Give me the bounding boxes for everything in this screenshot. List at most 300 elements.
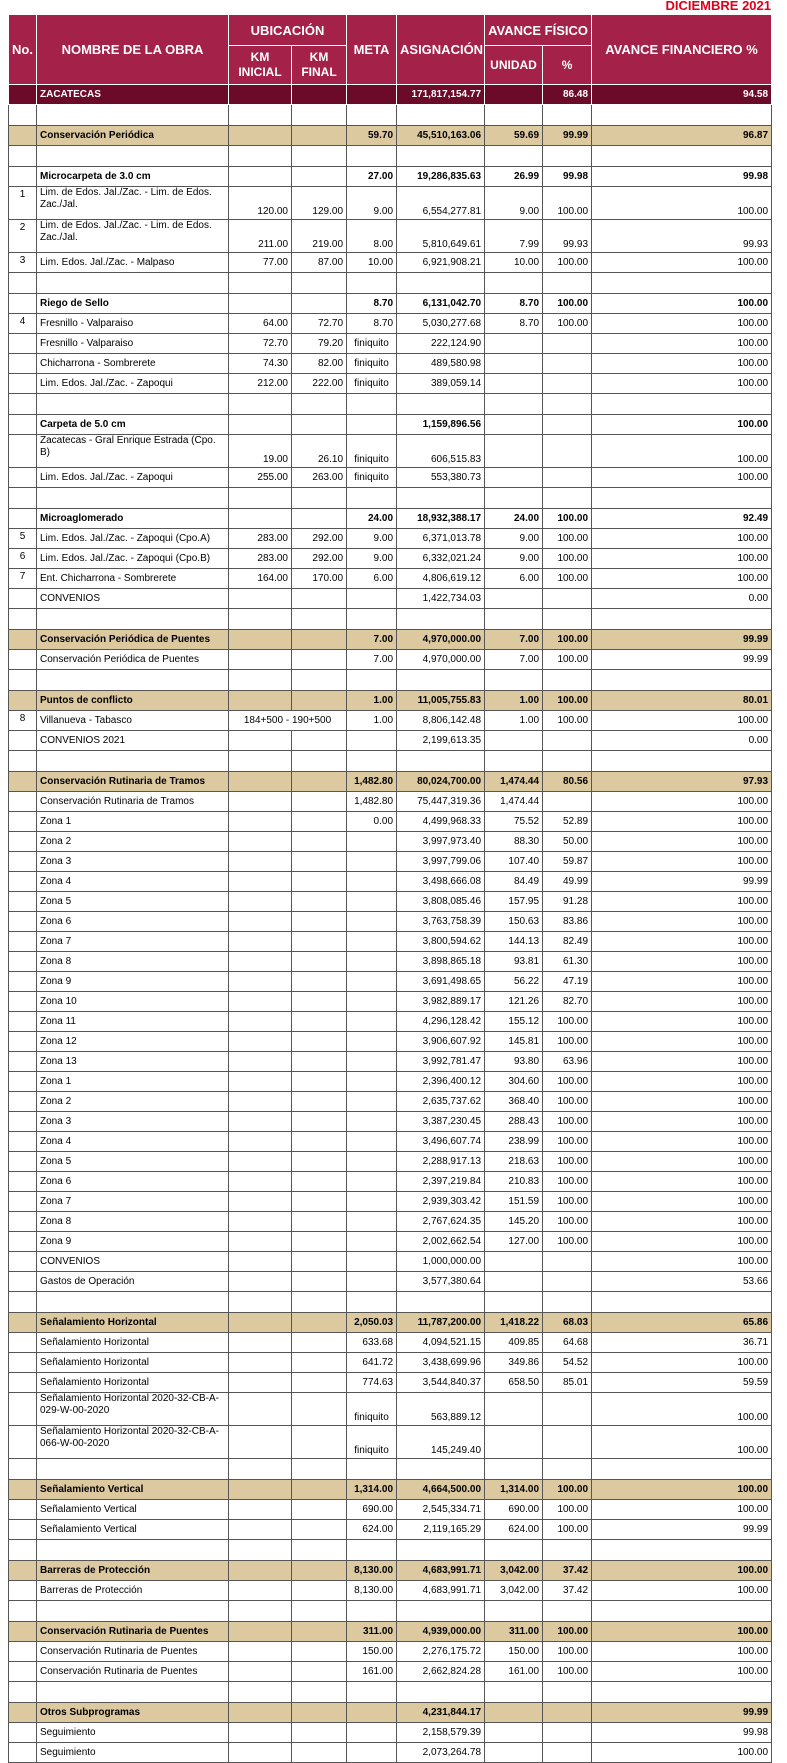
subcategory-row xyxy=(9,509,772,529)
cell-no xyxy=(9,1353,37,1373)
state-total-row xyxy=(9,85,772,105)
cell-asignacion: 1,159,896.56 xyxy=(397,415,485,435)
cell-pct xyxy=(543,1703,592,1723)
cell-avance-financiero: 99.99 xyxy=(592,1520,772,1540)
cell-km-inicial xyxy=(229,1480,292,1500)
cell-km-final xyxy=(292,1393,347,1426)
cell-unidad: 121.26 xyxy=(485,992,543,1012)
cell-pct: 100.00 xyxy=(543,1480,592,1500)
spacer-row xyxy=(9,751,772,772)
cell-nombre xyxy=(37,751,229,772)
cell-pct: 100.00 xyxy=(543,630,592,650)
cell-no xyxy=(9,972,37,992)
cell-meta xyxy=(347,832,397,852)
cell-nombre: Microcarpeta de 3.0 cm xyxy=(37,167,229,187)
table-row xyxy=(9,872,772,892)
cell-nombre xyxy=(37,146,229,167)
cell-avance-financiero: 36.71 xyxy=(592,1333,772,1353)
category-row xyxy=(9,1480,772,1500)
cell-no xyxy=(9,1172,37,1192)
cell-no xyxy=(9,1092,37,1112)
header-nombre: NOMBRE DE LA OBRA xyxy=(37,15,229,85)
table-row xyxy=(9,932,772,952)
table-row xyxy=(9,334,772,354)
cell-asignacion xyxy=(397,1292,485,1313)
cell-nombre: Señalamiento Horizontal 2020-32-CB-A-066-W-00-2020 xyxy=(37,1426,229,1459)
cell-km-inicial xyxy=(229,1662,292,1682)
cell-km-final xyxy=(292,872,347,892)
cell-avance-financiero: 100.00 xyxy=(592,1561,772,1581)
cell-asignacion: 3,387,230.45 xyxy=(397,1112,485,1132)
cell-km-final xyxy=(292,1172,347,1192)
header-pct: % xyxy=(543,46,592,85)
cell-km-inicial xyxy=(229,105,292,126)
cell-nombre: Zona 10 xyxy=(37,992,229,1012)
cell-nombre: Fresnillo - Valparaiso xyxy=(37,314,229,334)
cell-avance-financiero: 100.00 xyxy=(592,314,772,334)
cell-km-inicial xyxy=(229,630,292,650)
cell-no xyxy=(9,1622,37,1642)
cell-nombre: Señalamiento Horizontal xyxy=(37,1353,229,1373)
cell-nombre: CONVENIOS 2021 xyxy=(37,731,229,751)
cell-nombre: Zona 3 xyxy=(37,1112,229,1132)
cell-nombre xyxy=(37,1601,229,1622)
cell-km-final xyxy=(292,1480,347,1500)
cell-nombre: Señalamiento Horizontal xyxy=(37,1313,229,1333)
cell-nombre: Barreras de Protección xyxy=(37,1581,229,1601)
cell-avance-financiero: 100.00 xyxy=(592,912,772,932)
cell-nombre: Señalamiento Vertical xyxy=(37,1480,229,1500)
cell-unidad xyxy=(485,1272,543,1292)
cell-pct xyxy=(543,334,592,354)
cell-unidad: 145.81 xyxy=(485,1032,543,1052)
cell-pct: 82.49 xyxy=(543,932,592,952)
cell-no xyxy=(9,892,37,912)
cell-no xyxy=(9,772,37,792)
cell-km-inicial xyxy=(229,1072,292,1092)
cell-pct: 59.87 xyxy=(543,852,592,872)
cell-pct xyxy=(543,394,592,415)
cell-km-inicial xyxy=(229,1152,292,1172)
cell-km-inicial: 72.70 xyxy=(229,334,292,354)
cell-nombre: Conservación Periódica xyxy=(37,126,229,146)
cell-km-final xyxy=(292,1662,347,1682)
cell-km-final xyxy=(292,1601,347,1622)
cell-asignacion: 18,932,388.17 xyxy=(397,509,485,529)
cell-no xyxy=(9,952,37,972)
cell-pct: 100.00 xyxy=(543,1032,592,1052)
cell-meta: 624.00 xyxy=(347,1520,397,1540)
cell-km-final xyxy=(292,1642,347,1662)
cell-km-inicial xyxy=(229,1092,292,1112)
table-row xyxy=(9,253,772,273)
cell-km-inicial xyxy=(229,509,292,529)
cell-km-final xyxy=(292,630,347,650)
cell-asignacion: 4,683,991.71 xyxy=(397,1581,485,1601)
cell-no xyxy=(9,992,37,1012)
cell-km-final xyxy=(292,1012,347,1032)
cell-pct: 100.00 xyxy=(543,1012,592,1032)
cell-km-final xyxy=(292,1212,347,1232)
table-row xyxy=(9,731,772,751)
cell-avance-financiero: 99.99 xyxy=(592,1703,772,1723)
cell-unidad xyxy=(485,1393,543,1426)
cell-unidad xyxy=(485,273,543,294)
cell-avance-financiero xyxy=(592,105,772,126)
cell-meta xyxy=(347,1212,397,1232)
cell-asignacion: 4,939,000.00 xyxy=(397,1622,485,1642)
spacer-row xyxy=(9,1682,772,1703)
cell-asignacion: 2,276,175.72 xyxy=(397,1642,485,1662)
cell-nombre: Ent. Chicharrona - Sombrerete xyxy=(37,569,229,589)
cell-no xyxy=(9,589,37,609)
cell-nombre: Zona 4 xyxy=(37,1132,229,1152)
subcategory-row xyxy=(9,294,772,314)
cell-unidad: 368.40 xyxy=(485,1092,543,1112)
cell-km-inicial xyxy=(229,1373,292,1393)
cell-no xyxy=(9,488,37,509)
cell-no xyxy=(9,1393,37,1426)
cell-nombre: Conservación Rutinaria de Puentes xyxy=(37,1662,229,1682)
cell-nombre: ZACATECAS xyxy=(37,85,229,105)
cell-asignacion: 489,580.98 xyxy=(397,354,485,374)
cell-avance-financiero: 100.00 xyxy=(592,1480,772,1500)
subcategory-row xyxy=(9,167,772,187)
cell-meta xyxy=(347,1272,397,1292)
cell-avance-financiero: 96.87 xyxy=(592,126,772,146)
cell-pct: 83.86 xyxy=(543,912,592,932)
cell-nombre: Lim. Edos. Jal./Zac. - Zapoqui (Cpo.B) xyxy=(37,549,229,569)
cell-unidad: 161.00 xyxy=(485,1662,543,1682)
cell-avance-financiero: 100.00 xyxy=(592,1393,772,1426)
cell-avance-financiero: 100.00 xyxy=(592,1152,772,1172)
cell-nombre: Zona 1 xyxy=(37,812,229,832)
cell-km-final xyxy=(292,126,347,146)
cell-meta xyxy=(347,1032,397,1052)
cell-unidad: 145.20 xyxy=(485,1212,543,1232)
cell-pct: 100.00 xyxy=(543,1642,592,1662)
cell-unidad: 56.22 xyxy=(485,972,543,992)
cell-nombre: Zona 4 xyxy=(37,872,229,892)
cell-nombre: Otros Subprogramas xyxy=(37,1703,229,1723)
cell-pct: 100.00 xyxy=(543,1192,592,1212)
cell-pct: 100.00 xyxy=(543,1622,592,1642)
cell-km-inicial xyxy=(229,872,292,892)
cell-km-inicial xyxy=(229,1723,292,1743)
cell-meta: 8.00 xyxy=(347,220,397,253)
cell-asignacion: 1,000,000.00 xyxy=(397,1252,485,1272)
cell-avance-financiero: 99.99 xyxy=(592,872,772,892)
cell-meta xyxy=(347,273,397,294)
cell-nombre: Conservación Rutinaria de Tramos xyxy=(37,772,229,792)
cell-asignacion xyxy=(397,751,485,772)
cell-unidad: 144.13 xyxy=(485,932,543,952)
cell-km-final xyxy=(292,1703,347,1723)
cell-pct xyxy=(543,751,592,772)
cell-km-final xyxy=(292,1313,347,1333)
cell-nombre: Lim. Edos. Jal./Zac. - Zapoqui xyxy=(37,468,229,488)
table-row xyxy=(9,1520,772,1540)
cell-nombre: Zona 3 xyxy=(37,852,229,872)
cell-nombre: Villanueva - Tabasco xyxy=(37,711,229,731)
cell-km-final: 79.20 xyxy=(292,334,347,354)
cell-no: 5 xyxy=(9,529,37,549)
table-row xyxy=(9,1252,772,1272)
cell-km-final xyxy=(292,105,347,126)
header-km-inicial: KM INICIAL xyxy=(229,46,292,85)
cell-unidad xyxy=(485,354,543,374)
cell-avance-financiero: 99.99 xyxy=(592,650,772,670)
cell-meta xyxy=(347,852,397,872)
cell-km-inicial xyxy=(229,1426,292,1459)
table-row xyxy=(9,1112,772,1132)
cell-km-final xyxy=(292,1353,347,1373)
cell-asignacion: 3,992,781.47 xyxy=(397,1052,485,1072)
cell-km-final xyxy=(292,1272,347,1292)
cell-avance-financiero xyxy=(592,1601,772,1622)
cell-km-final: 26.10 xyxy=(292,435,347,468)
cell-pct xyxy=(543,792,592,812)
cell-pct xyxy=(543,1272,592,1292)
cell-pct: 100.00 xyxy=(543,1232,592,1252)
cell-unidad: 26.99 xyxy=(485,167,543,187)
cell-no xyxy=(9,1426,37,1459)
cell-km-final xyxy=(292,1232,347,1252)
cell-meta xyxy=(347,731,397,751)
cell-unidad: 1,418.22 xyxy=(485,1313,543,1333)
cell-km-inicial xyxy=(229,1642,292,1662)
cell-asignacion: 2,767,624.35 xyxy=(397,1212,485,1232)
cell-meta xyxy=(347,872,397,892)
cell-pct: 100.00 xyxy=(543,1072,592,1092)
cell-pct xyxy=(543,1682,592,1703)
cell-avance-financiero: 100.00 xyxy=(592,334,772,354)
cell-unidad xyxy=(485,1459,543,1480)
cell-km-final: 292.00 xyxy=(292,549,347,569)
cell-unidad: 690.00 xyxy=(485,1500,543,1520)
cell-unidad xyxy=(485,1682,543,1703)
cell-asignacion xyxy=(397,394,485,415)
table-row xyxy=(9,314,772,334)
header-no: No. xyxy=(9,15,37,85)
cell-unidad xyxy=(485,1252,543,1272)
cell-km-final xyxy=(292,1333,347,1353)
cell-nombre: Lim. de Edos. Jal./Zac. - Lim. de Edos. Zac./Jal. xyxy=(37,187,229,220)
spacer-row xyxy=(9,609,772,630)
cell-asignacion: 145,249.40 xyxy=(397,1426,485,1459)
cell-asignacion: 222,124.90 xyxy=(397,334,485,354)
header-avance-fisico: AVANCE FÍSICO xyxy=(485,15,592,46)
cell-avance-financiero: 100.00 xyxy=(592,1132,772,1152)
cell-km-inicial xyxy=(229,731,292,751)
cell-km-inicial xyxy=(229,1112,292,1132)
cell-meta: 10.00 xyxy=(347,253,397,273)
cell-nombre: Zona 9 xyxy=(37,972,229,992)
cell-km-inicial xyxy=(229,1353,292,1373)
cell-unidad: 6.00 xyxy=(485,569,543,589)
cell-km-final xyxy=(292,691,347,711)
cell-no: 3 xyxy=(9,253,37,273)
cell-no xyxy=(9,1333,37,1353)
cell-meta xyxy=(347,415,397,435)
cell-meta xyxy=(347,1112,397,1132)
cell-no xyxy=(9,792,37,812)
cell-avance-financiero: 100.00 xyxy=(592,549,772,569)
table-row xyxy=(9,852,772,872)
cell-asignacion: 4,970,000.00 xyxy=(397,630,485,650)
cell-asignacion: 563,889.12 xyxy=(397,1393,485,1426)
cell-meta xyxy=(347,1052,397,1072)
cell-asignacion xyxy=(397,1540,485,1561)
cell-avance-financiero: 100.00 xyxy=(592,711,772,731)
cell-meta: 8,130.00 xyxy=(347,1581,397,1601)
cell-nombre: Microaglomerado xyxy=(37,509,229,529)
cell-no xyxy=(9,435,37,468)
cell-pct: 100.00 xyxy=(543,1092,592,1112)
category-row xyxy=(9,630,772,650)
cell-avance-financiero: 100.00 xyxy=(592,932,772,952)
cell-km-final xyxy=(292,731,347,751)
cell-asignacion xyxy=(397,1601,485,1622)
cell-pct xyxy=(543,1426,592,1459)
header-unidad: UNIDAD xyxy=(485,46,543,85)
cell-meta: 9.00 xyxy=(347,549,397,569)
cell-asignacion: 2,199,613.35 xyxy=(397,731,485,751)
cell-km-inicial xyxy=(229,1192,292,1212)
cell-km-inicial xyxy=(229,912,292,932)
table-row xyxy=(9,992,772,1012)
cell-pct: 100.00 xyxy=(543,650,592,670)
cell-unidad xyxy=(485,435,543,468)
table-row xyxy=(9,1052,772,1072)
cell-unidad: 238.99 xyxy=(485,1132,543,1152)
cell-avance-financiero: 99.93 xyxy=(592,220,772,253)
cell-avance-financiero: 100.00 xyxy=(592,253,772,273)
table-row xyxy=(9,1232,772,1252)
cell-nombre: Zona 6 xyxy=(37,912,229,932)
cell-km-inicial xyxy=(229,792,292,812)
cell-meta: finiquito xyxy=(347,1426,397,1459)
cell-unidad xyxy=(485,488,543,509)
cell-pct: 100.00 xyxy=(543,1520,592,1540)
cell-pct: 100.00 xyxy=(543,1132,592,1152)
cell-avance-financiero: 100.00 xyxy=(592,1192,772,1212)
cell-pct xyxy=(543,1292,592,1313)
cell-nombre: Zona 6 xyxy=(37,1172,229,1192)
cell-meta: finiquito xyxy=(347,354,397,374)
cell-pct xyxy=(543,488,592,509)
cell-km-final xyxy=(292,85,347,105)
cell-nombre: Seguimiento xyxy=(37,1723,229,1743)
cell-meta xyxy=(347,394,397,415)
cell-meta xyxy=(347,1682,397,1703)
table-row xyxy=(9,1426,772,1459)
cell-nombre: Señalamiento Horizontal xyxy=(37,1333,229,1353)
cell-nombre xyxy=(37,1459,229,1480)
cell-km-final xyxy=(292,952,347,972)
cell-meta: 690.00 xyxy=(347,1500,397,1520)
cell-km-final xyxy=(292,832,347,852)
cell-km-final xyxy=(292,589,347,609)
cell-nombre: Conservación Periódica de Puentes xyxy=(37,650,229,670)
cell-asignacion: 389,059.14 xyxy=(397,374,485,394)
cell-pct xyxy=(543,1540,592,1561)
cell-avance-financiero: 100.00 xyxy=(592,374,772,394)
cell-no xyxy=(9,630,37,650)
cell-meta xyxy=(347,1152,397,1172)
cell-km-final: 222.00 xyxy=(292,374,347,394)
cell-pct xyxy=(543,670,592,691)
cell-pct: 100.00 xyxy=(543,1212,592,1232)
cell-km-inicial xyxy=(229,1012,292,1032)
cell-no xyxy=(9,650,37,670)
cell-nombre: Conservación Rutinaria de Puentes xyxy=(37,1622,229,1642)
cell-avance-financiero: 100.00 xyxy=(592,468,772,488)
cell-no xyxy=(9,691,37,711)
cell-km-inicial xyxy=(229,1500,292,1520)
cell-no xyxy=(9,146,37,167)
cell-km-final: 82.00 xyxy=(292,354,347,374)
cell-asignacion: 45,510,163.06 xyxy=(397,126,485,146)
cell-unidad: 1,474.44 xyxy=(485,792,543,812)
cell-avance-financiero: 100.00 xyxy=(592,1581,772,1601)
cell-avance-financiero: 100.00 xyxy=(592,852,772,872)
cell-meta xyxy=(347,146,397,167)
table-row xyxy=(9,468,772,488)
cell-asignacion: 4,296,128.42 xyxy=(397,1012,485,1032)
cell-km-inicial xyxy=(229,992,292,1012)
cell-km-inicial xyxy=(229,1292,292,1313)
cell-unidad xyxy=(485,1540,543,1561)
cell-no xyxy=(9,415,37,435)
header-ubicacion: UBICACIÓN xyxy=(229,15,347,46)
cell-no xyxy=(9,509,37,529)
cell-avance-financiero: 100.00 xyxy=(592,569,772,589)
cell-unidad: 75.52 xyxy=(485,812,543,832)
cell-km-inicial xyxy=(229,394,292,415)
cell-no xyxy=(9,1152,37,1172)
cell-avance-financiero: 97.93 xyxy=(592,772,772,792)
cell-unidad: 3,042.00 xyxy=(485,1561,543,1581)
cell-km-final xyxy=(292,772,347,792)
cell-km-final xyxy=(292,972,347,992)
cell-meta: 774.63 xyxy=(347,1373,397,1393)
cell-no xyxy=(9,932,37,952)
cell-km-final xyxy=(292,1052,347,1072)
table-row xyxy=(9,374,772,394)
cell-pct: 100.00 xyxy=(543,711,592,731)
table-header xyxy=(9,15,772,85)
header-asignacion: ASIGNACIÓN xyxy=(397,15,485,85)
cell-km-final xyxy=(292,1252,347,1272)
cell-no xyxy=(9,1459,37,1480)
cell-asignacion: 2,635,737.62 xyxy=(397,1092,485,1112)
cell-unidad xyxy=(485,1723,543,1743)
cell-km-inicial xyxy=(229,126,292,146)
cell-unidad: 9.00 xyxy=(485,529,543,549)
table-row xyxy=(9,1353,772,1373)
cell-avance-financiero: 100.00 xyxy=(592,1212,772,1232)
cell-meta: 24.00 xyxy=(347,509,397,529)
cell-asignacion: 4,231,844.17 xyxy=(397,1703,485,1723)
cell-km-final xyxy=(292,892,347,912)
cell-unidad xyxy=(485,374,543,394)
cell-km-inicial xyxy=(229,832,292,852)
table-row xyxy=(9,952,772,972)
cell-km-inicial xyxy=(229,167,292,187)
table-row xyxy=(9,220,772,253)
cell-nombre: Zona 1 xyxy=(37,1072,229,1092)
